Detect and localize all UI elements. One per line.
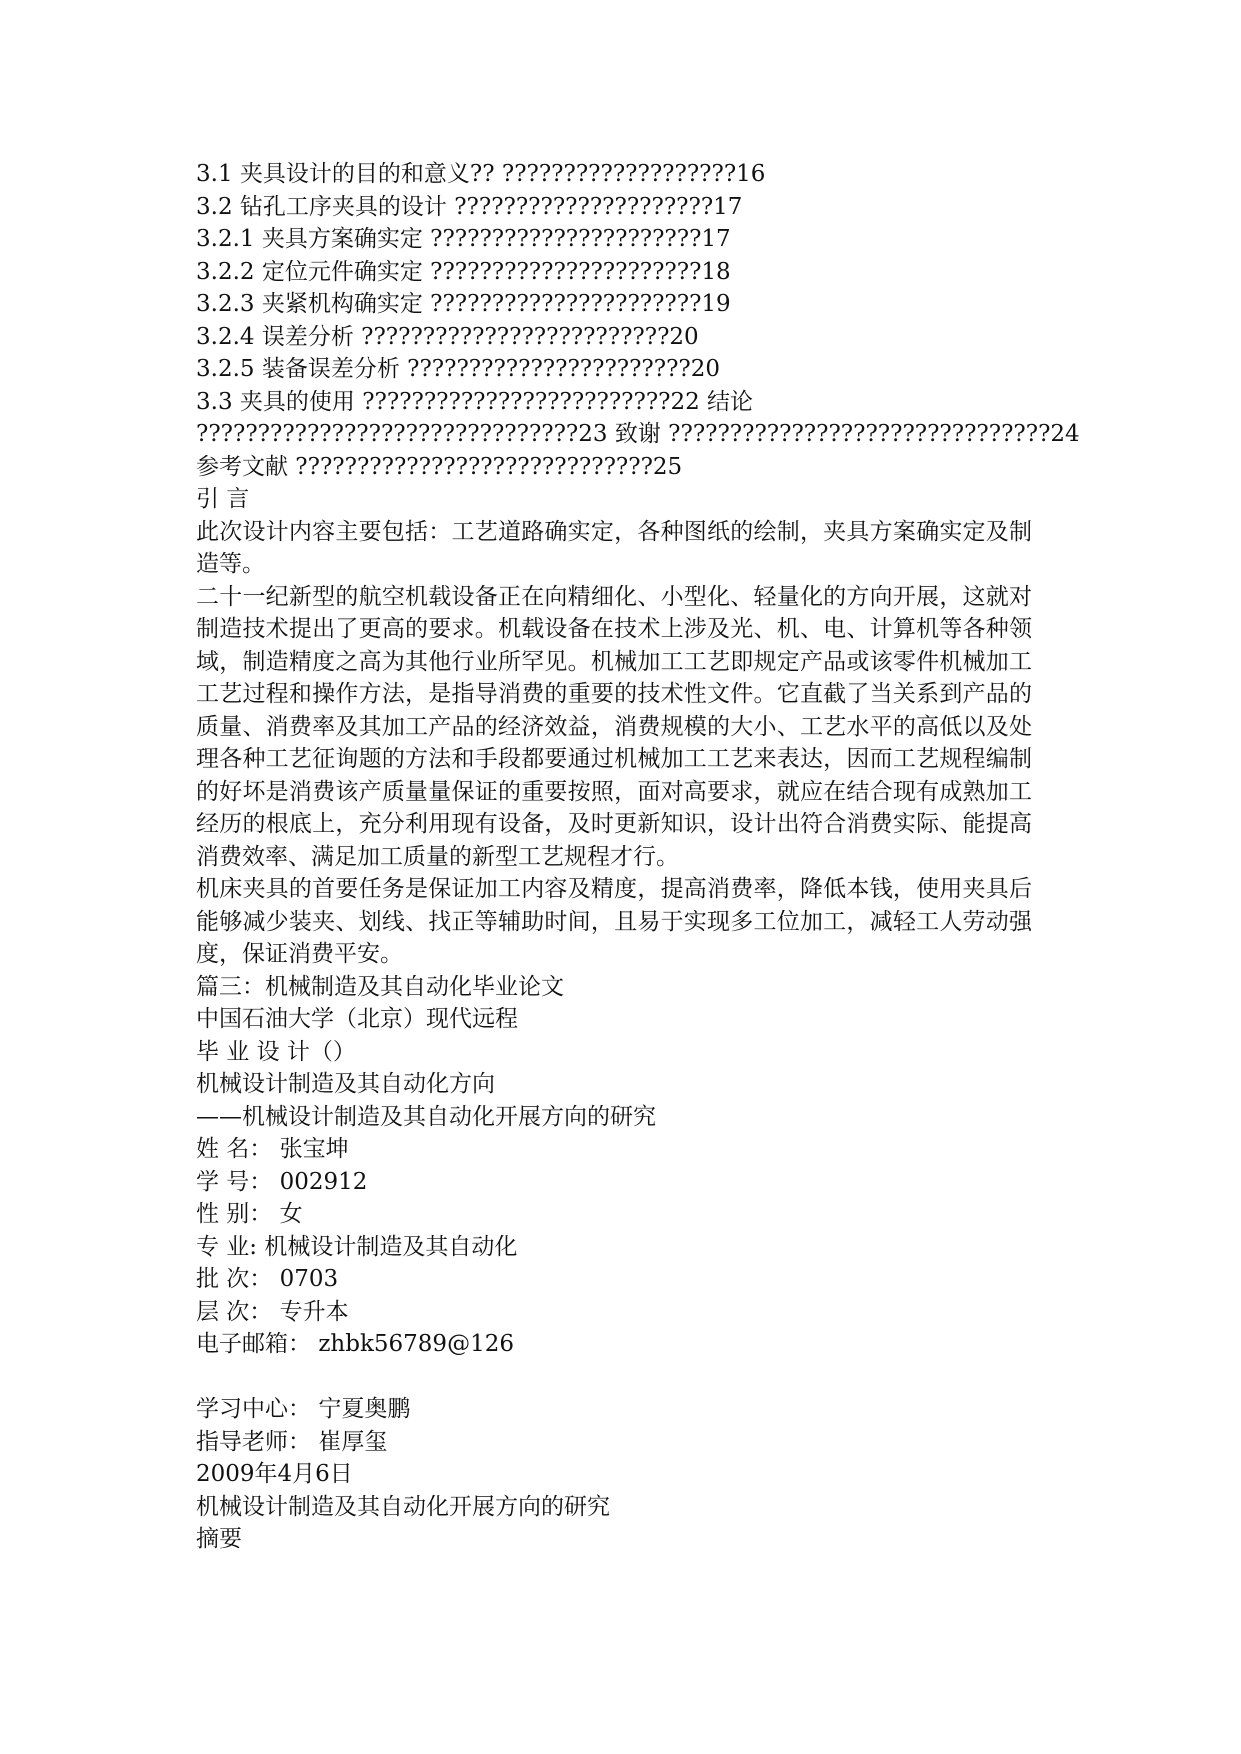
student-info (196, 1133, 1032, 1361)
info-value: 002912 (279, 1168, 368, 1195)
intro-paragraph: 此次设计内容主要包括：工艺道路确实定，各种图纸的绘制，夹具方案确实定及制造等。 (196, 518, 1032, 577)
info-row (196, 1198, 1032, 1231)
info-label: 层 次： (196, 1298, 273, 1325)
toc-line: 3.2.5 装备误差分析 ???????????????????????20 (196, 356, 721, 382)
intro-paragraph: 二十一纪新型的航空机载设备正在向精细化、小型化、轻量化的方向开展，这就对制造技术提出了更高的要求。机载设备在技术上涉及光、机、电、计算机等各种领域，制造精度之高为其他行业所罕见。机械加工工艺即规定产品或该零件机械加工工艺过程和操作方法，是指导消费的重要的技术性文件。它直截了当关系到产品的质量、消费率及其加工产品的经济效益，消费规模的大小、工艺水平的高低以及处理各种工艺征询题的方法和手段都要通过机械加工工艺来表达，因而工艺规程编制的好坏是消费该产质量量保证的重要按照，面对高要求，就应在结合现有成熟加工经历的根底上，充分利用现有设备，及时更新知识，设计出符合消费实际、能提高消费效率、满足加工质量的新型工艺规程才行。 (196, 583, 1032, 870)
info-label: 电子邮箱： (196, 1331, 311, 1357)
info-label: 学习中心： (196, 1396, 311, 1422)
intro-paragraph: 机床夹具的首要任务是保证加工内容及精度，提高消费率，降低本钱，使用夹具后能够减少装夹、划线、找正等辅助时间，且易于实现多工位加工，减轻工人劳动强度，保证消费平安。 (196, 876, 1032, 967)
toc-line: 3.3 夹具的使用 ?????????????????????????22 结论 (196, 388, 754, 415)
info-value: 崔厚玺 (318, 1428, 388, 1455)
toc-line: 3.2.3 夹紧机构确实定 ??????????????????????19 (196, 291, 731, 317)
info-value: 机械设计制造及其自动化 (264, 1233, 518, 1260)
info-label: 性 别： (196, 1201, 273, 1227)
info-value: 专升本 (279, 1298, 349, 1325)
info-row (196, 1263, 1032, 1296)
info-row (196, 1166, 1032, 1199)
article-heading: 篇三：机械制造及其自动化毕业论文 (196, 973, 564, 1000)
info-row (196, 1426, 1032, 1459)
info-label: 专 业: (196, 1233, 258, 1260)
info-row (196, 1133, 1032, 1166)
university-name: 中国石油大学（北京）现代远程 (196, 1006, 518, 1032)
info-value: 张宝坤 (279, 1136, 349, 1162)
toc-line: 参考文献 ?????????????????????????????25 (196, 453, 683, 480)
toc-line: 3.2.2 定位元件确实定 ??????????????????????18 (196, 258, 731, 285)
table-of-contents (196, 158, 1080, 483)
info-value: 宁夏奥鹏 (318, 1396, 411, 1422)
document-page (196, 158, 1080, 1556)
major-title: 机械设计制造及其自动化方向 (196, 1071, 495, 1097)
info-row (196, 1393, 1032, 1426)
info-label: 学 号： (196, 1168, 273, 1195)
info-row (196, 1328, 1032, 1361)
intro-heading: 引 言 (196, 486, 250, 512)
info-value: 0703 (279, 1266, 339, 1292)
design-label: 毕 业 设 计（） (196, 1038, 356, 1065)
info-row (196, 1231, 1032, 1264)
thesis-subtitle: ——机械设计制造及其自动化开展方向的研究 (196, 1103, 656, 1130)
paper-title: 机械设计制造及其自动化开展方向的研究 (196, 1493, 610, 1520)
info-value: zhbk56789@126 (318, 1331, 514, 1357)
info-label: 姓 名： (196, 1136, 273, 1162)
toc-line: 3.1 夹具设计的目的和意义?? ???????????????????16 (196, 161, 766, 187)
document-date: 2009年4月6日 (196, 1461, 353, 1487)
info-value: 女 (279, 1201, 303, 1227)
toc-line: 3.2 钻孔工序夹具的设计 ?????????????????????17 (196, 193, 743, 220)
toc-line: ???????????????????????????????23 致谢 ???????????????????????????????24 (196, 421, 1080, 447)
info-label: 指导老师： (196, 1428, 311, 1455)
info-row (196, 1296, 1032, 1329)
info-label: 批 次： (196, 1266, 273, 1292)
spacer (196, 1361, 1032, 1394)
toc-line: 3.2.4 误差分析 ?????????????????????????20 (196, 323, 699, 350)
toc-line: 3.2.1 夹具方案确实定 ??????????????????????17 (196, 226, 731, 252)
center-info (196, 1393, 1032, 1458)
abstract-heading: 摘要 (196, 1526, 242, 1552)
